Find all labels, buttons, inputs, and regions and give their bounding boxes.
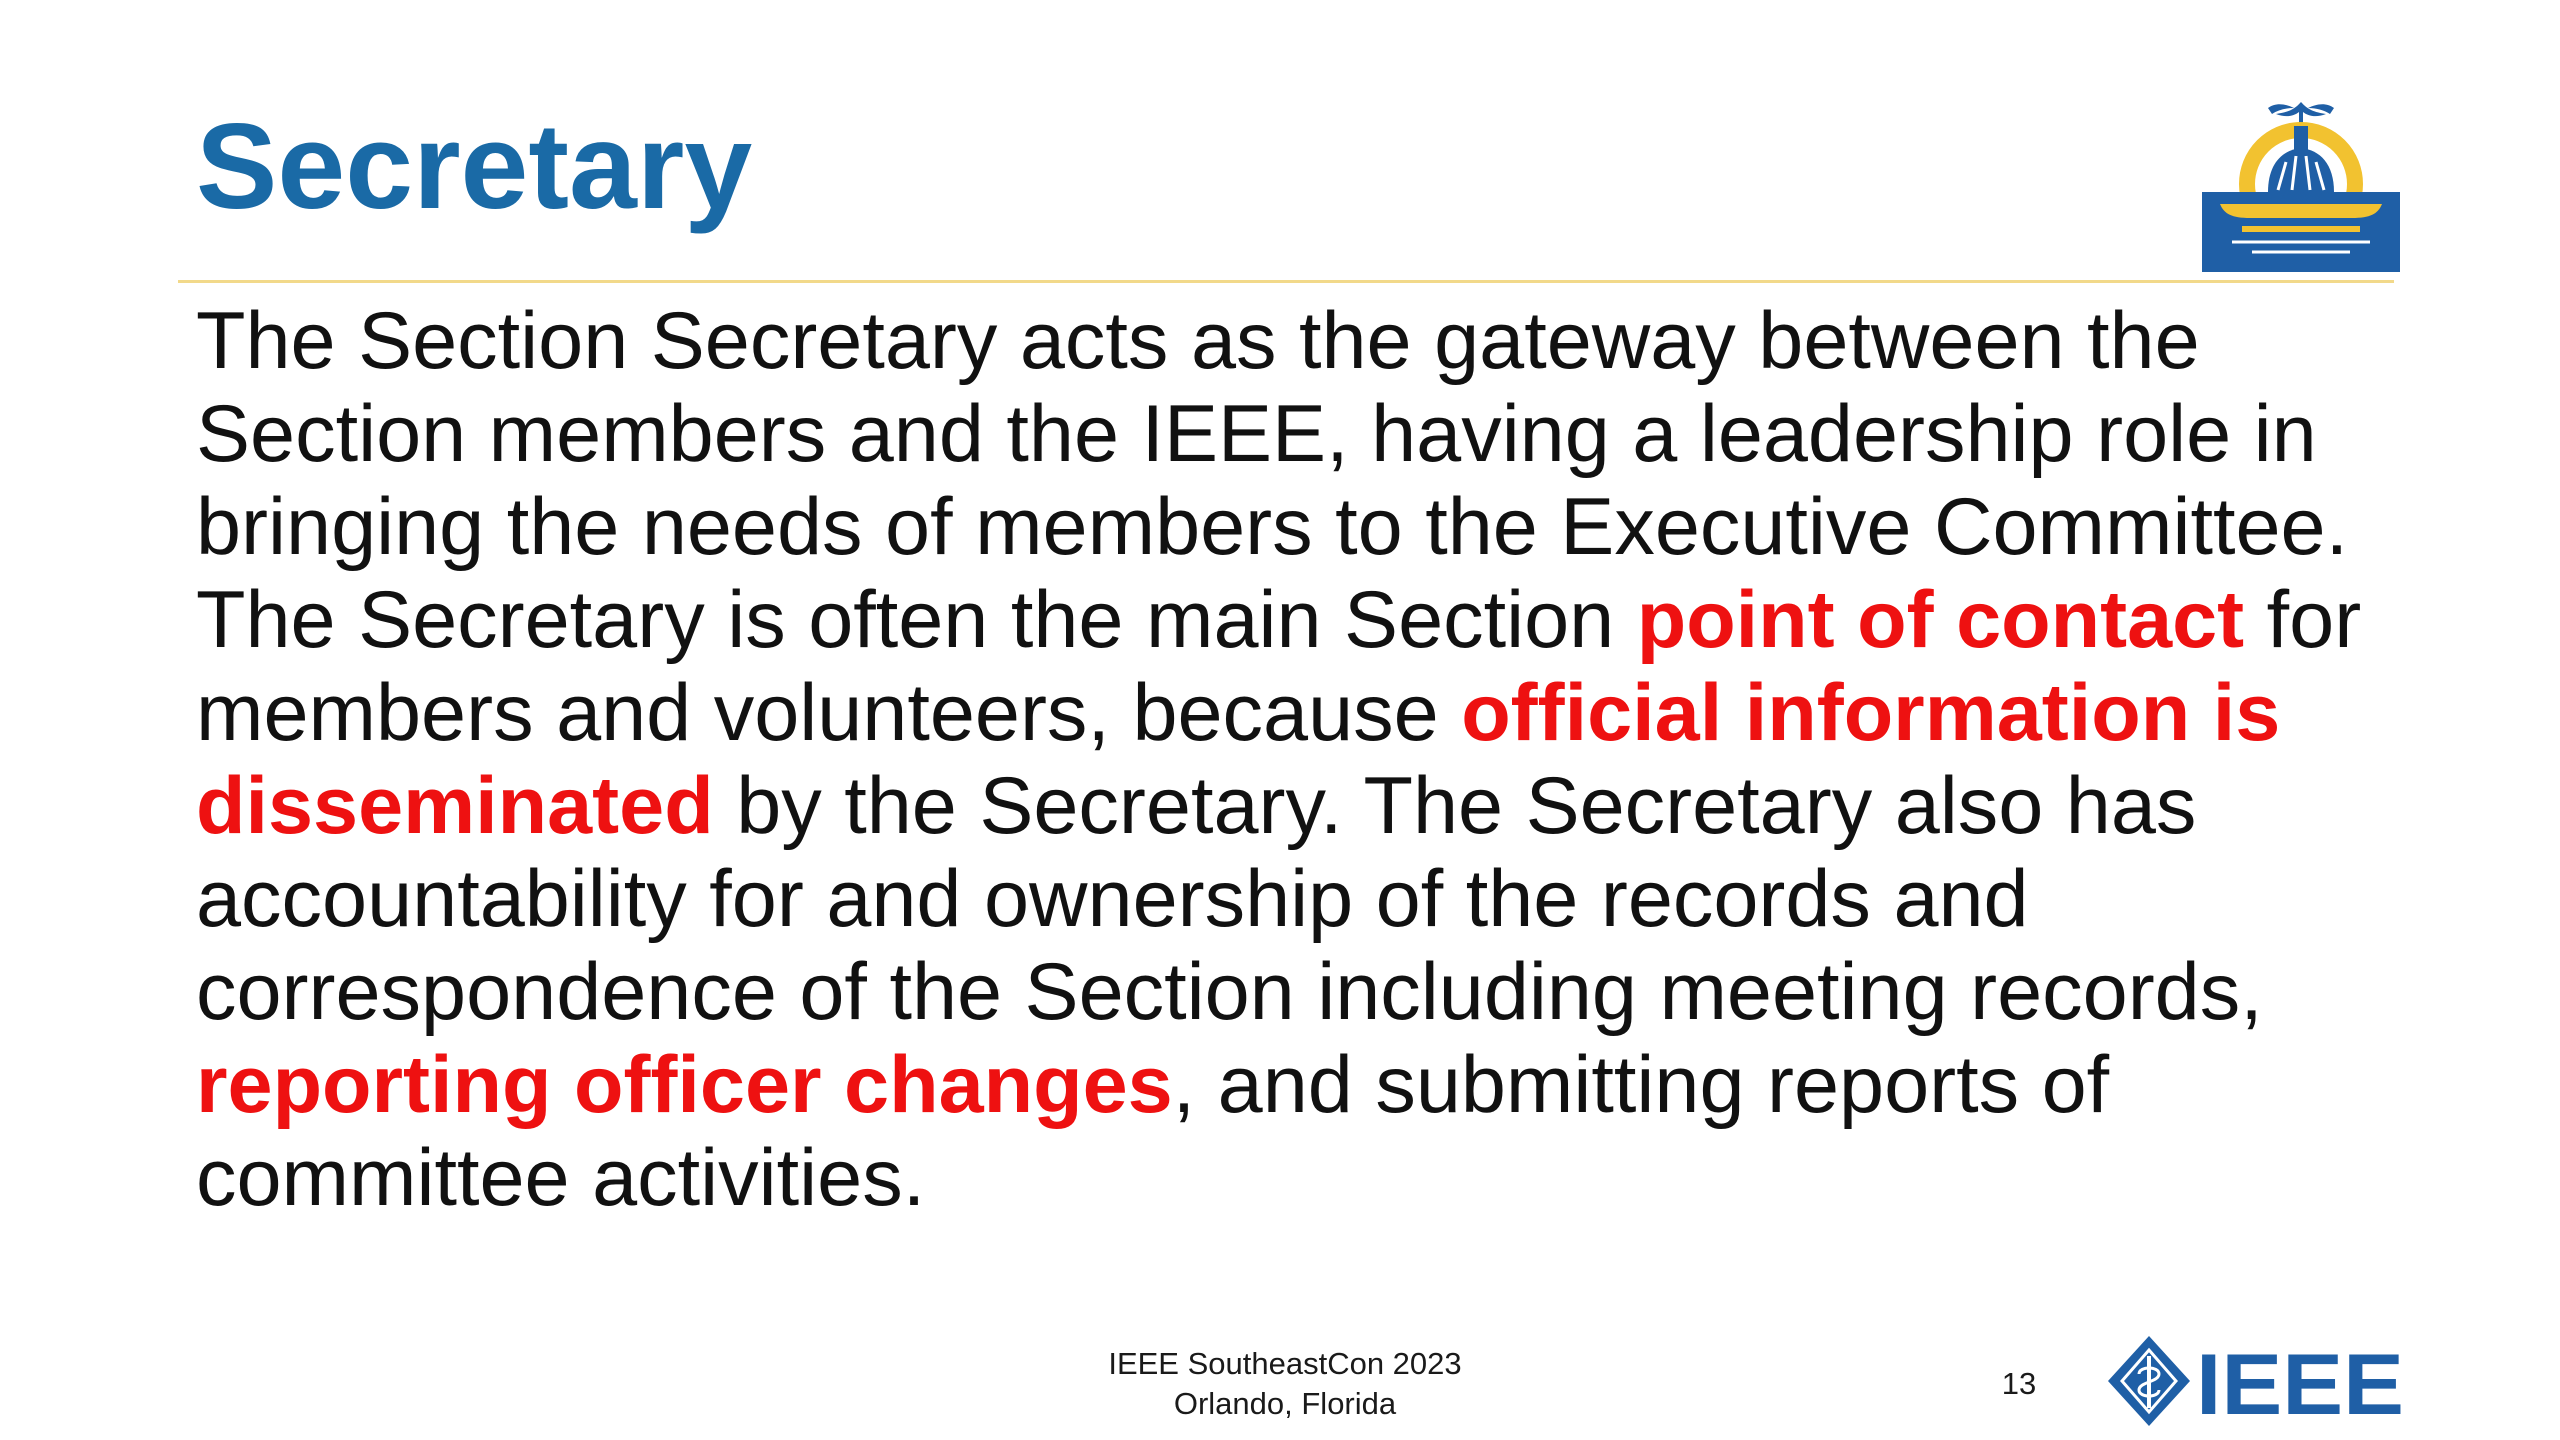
body-text-segment: , and submitting reports of committee activities. <box>196 1040 2110 1223</box>
highlight-official-information: official information is disseminated <box>196 668 2281 851</box>
footer-event-info <box>1050 1344 1520 1424</box>
ieee-wordmark: IEEE <box>2196 1337 2404 1430</box>
body-paragraph <box>196 295 2426 1225</box>
footer-event-name: IEEE SoutheastCon 2023 <box>1108 1346 1462 1381</box>
body-text-segment: The Section Secretary acts as the gateway between the Section members and the IEEE, having a leadership role in bringing the needs of members to the Executive Committee. The Secretary is often the main Section <box>196 296 2349 665</box>
highlight-point-of-contact: point of contact <box>1636 575 2245 665</box>
orlando-fountain-logo <box>2202 92 2400 272</box>
body-text-segment: by the Secretary. The Secretary also has accountability for and ownership of the records and correspondence of the Section including meeting records, <box>196 761 2263 1037</box>
body-text-segment: for members and volunteers, because <box>196 575 2362 758</box>
ieee-logo <box>2104 1332 2408 1430</box>
slide-title: Secretary <box>196 98 753 234</box>
footer-event-location: Orlando, Florida <box>1173 1386 1397 1421</box>
highlight-reporting-officer-changes: reporting officer changes <box>196 1040 1173 1130</box>
slide-page-number: 13 <box>2001 1366 2037 1401</box>
title-divider <box>178 280 2394 283</box>
